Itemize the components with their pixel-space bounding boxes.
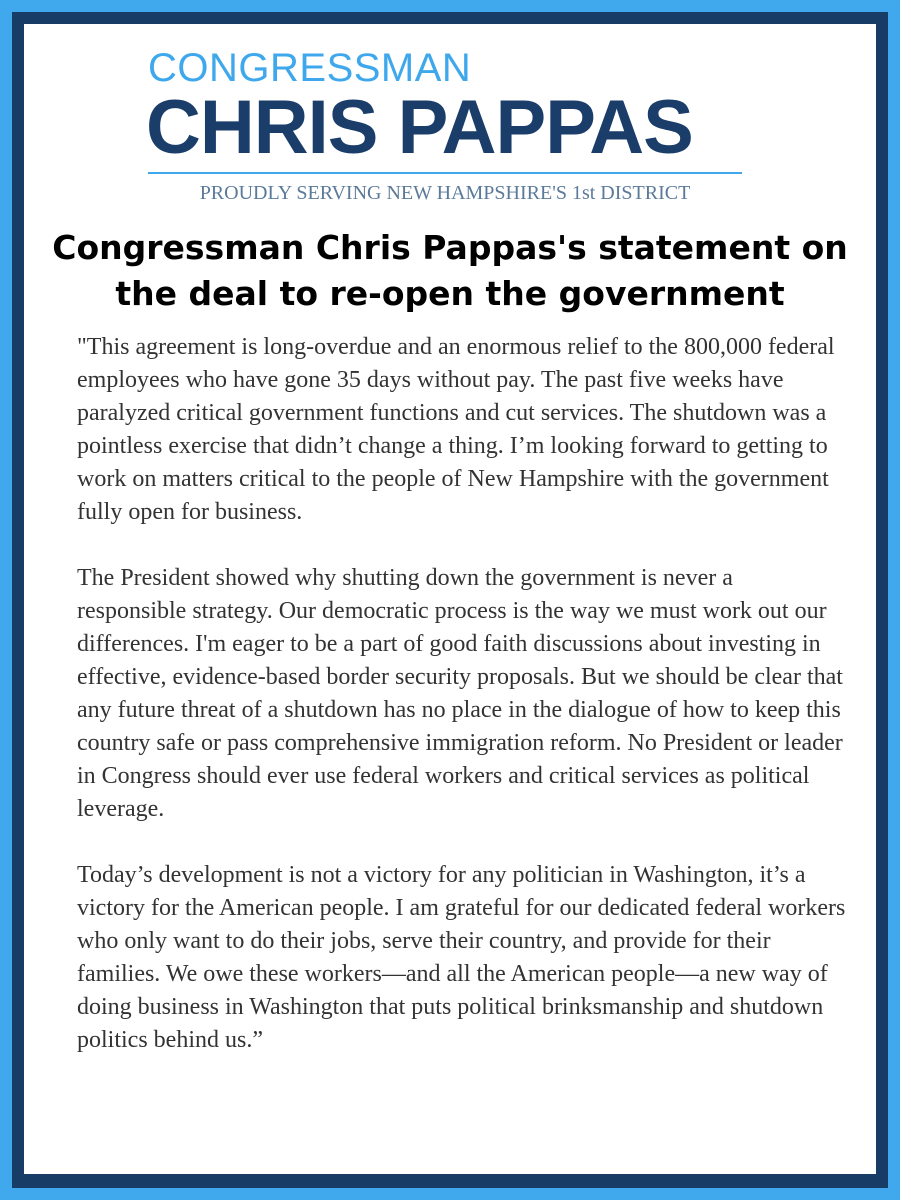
statement-title: Congressman Chris Pappas's statement on the deal to re-open the government <box>52 228 848 313</box>
header-title-congressman: CONGRESSMAN <box>148 46 472 90</box>
statement-paragraph-3: Today’s development is not a victory for any politician in Washington, it’s a victory for the American people. I am grateful for our dedicated federal workers who only want to do their jobs, serve their country, and provide for their families. We owe these workers—and all the American people—a new way of doing business in Washington that puts political brinksmanship and shutdown politics behind us.” <box>77 862 846 1053</box>
header-tagline: PROUDLY SERVING NEW HAMPSHIRE'S 1st DISTRICT <box>199 182 691 204</box>
statement-body <box>77 331 847 1057</box>
statement-paragraph-1: "This agreement is long-overdue and an enormous relief to the 800,000 federal employees who have gone 35 days without pay. The past five weeks have paralyzed critical government functions and cut services. The shutdown was a pointless exercise that didn’t change a thing. I’m looking forward to getting to work on matters critical to the people of New Hampshire with the government fully open for business. <box>77 334 835 525</box>
header-divider <box>148 172 742 174</box>
header-name: CHRIS PAPPAS <box>146 85 693 170</box>
statement-paragraph-2: The President showed why shutting down the government is never a responsible strategy. Our democratic process is the way we must work out our differences. I'm eager to be a part of good faith discussions about investing in effective, evidence-based border security proposals. But we should be clear that any future threat of a shutdown has no place in the dialogue of how to keep this country safe or pass comprehensive immigration reform. No President or leader in Congress should ever use federal workers and critical services as political leverage. <box>77 565 843 822</box>
